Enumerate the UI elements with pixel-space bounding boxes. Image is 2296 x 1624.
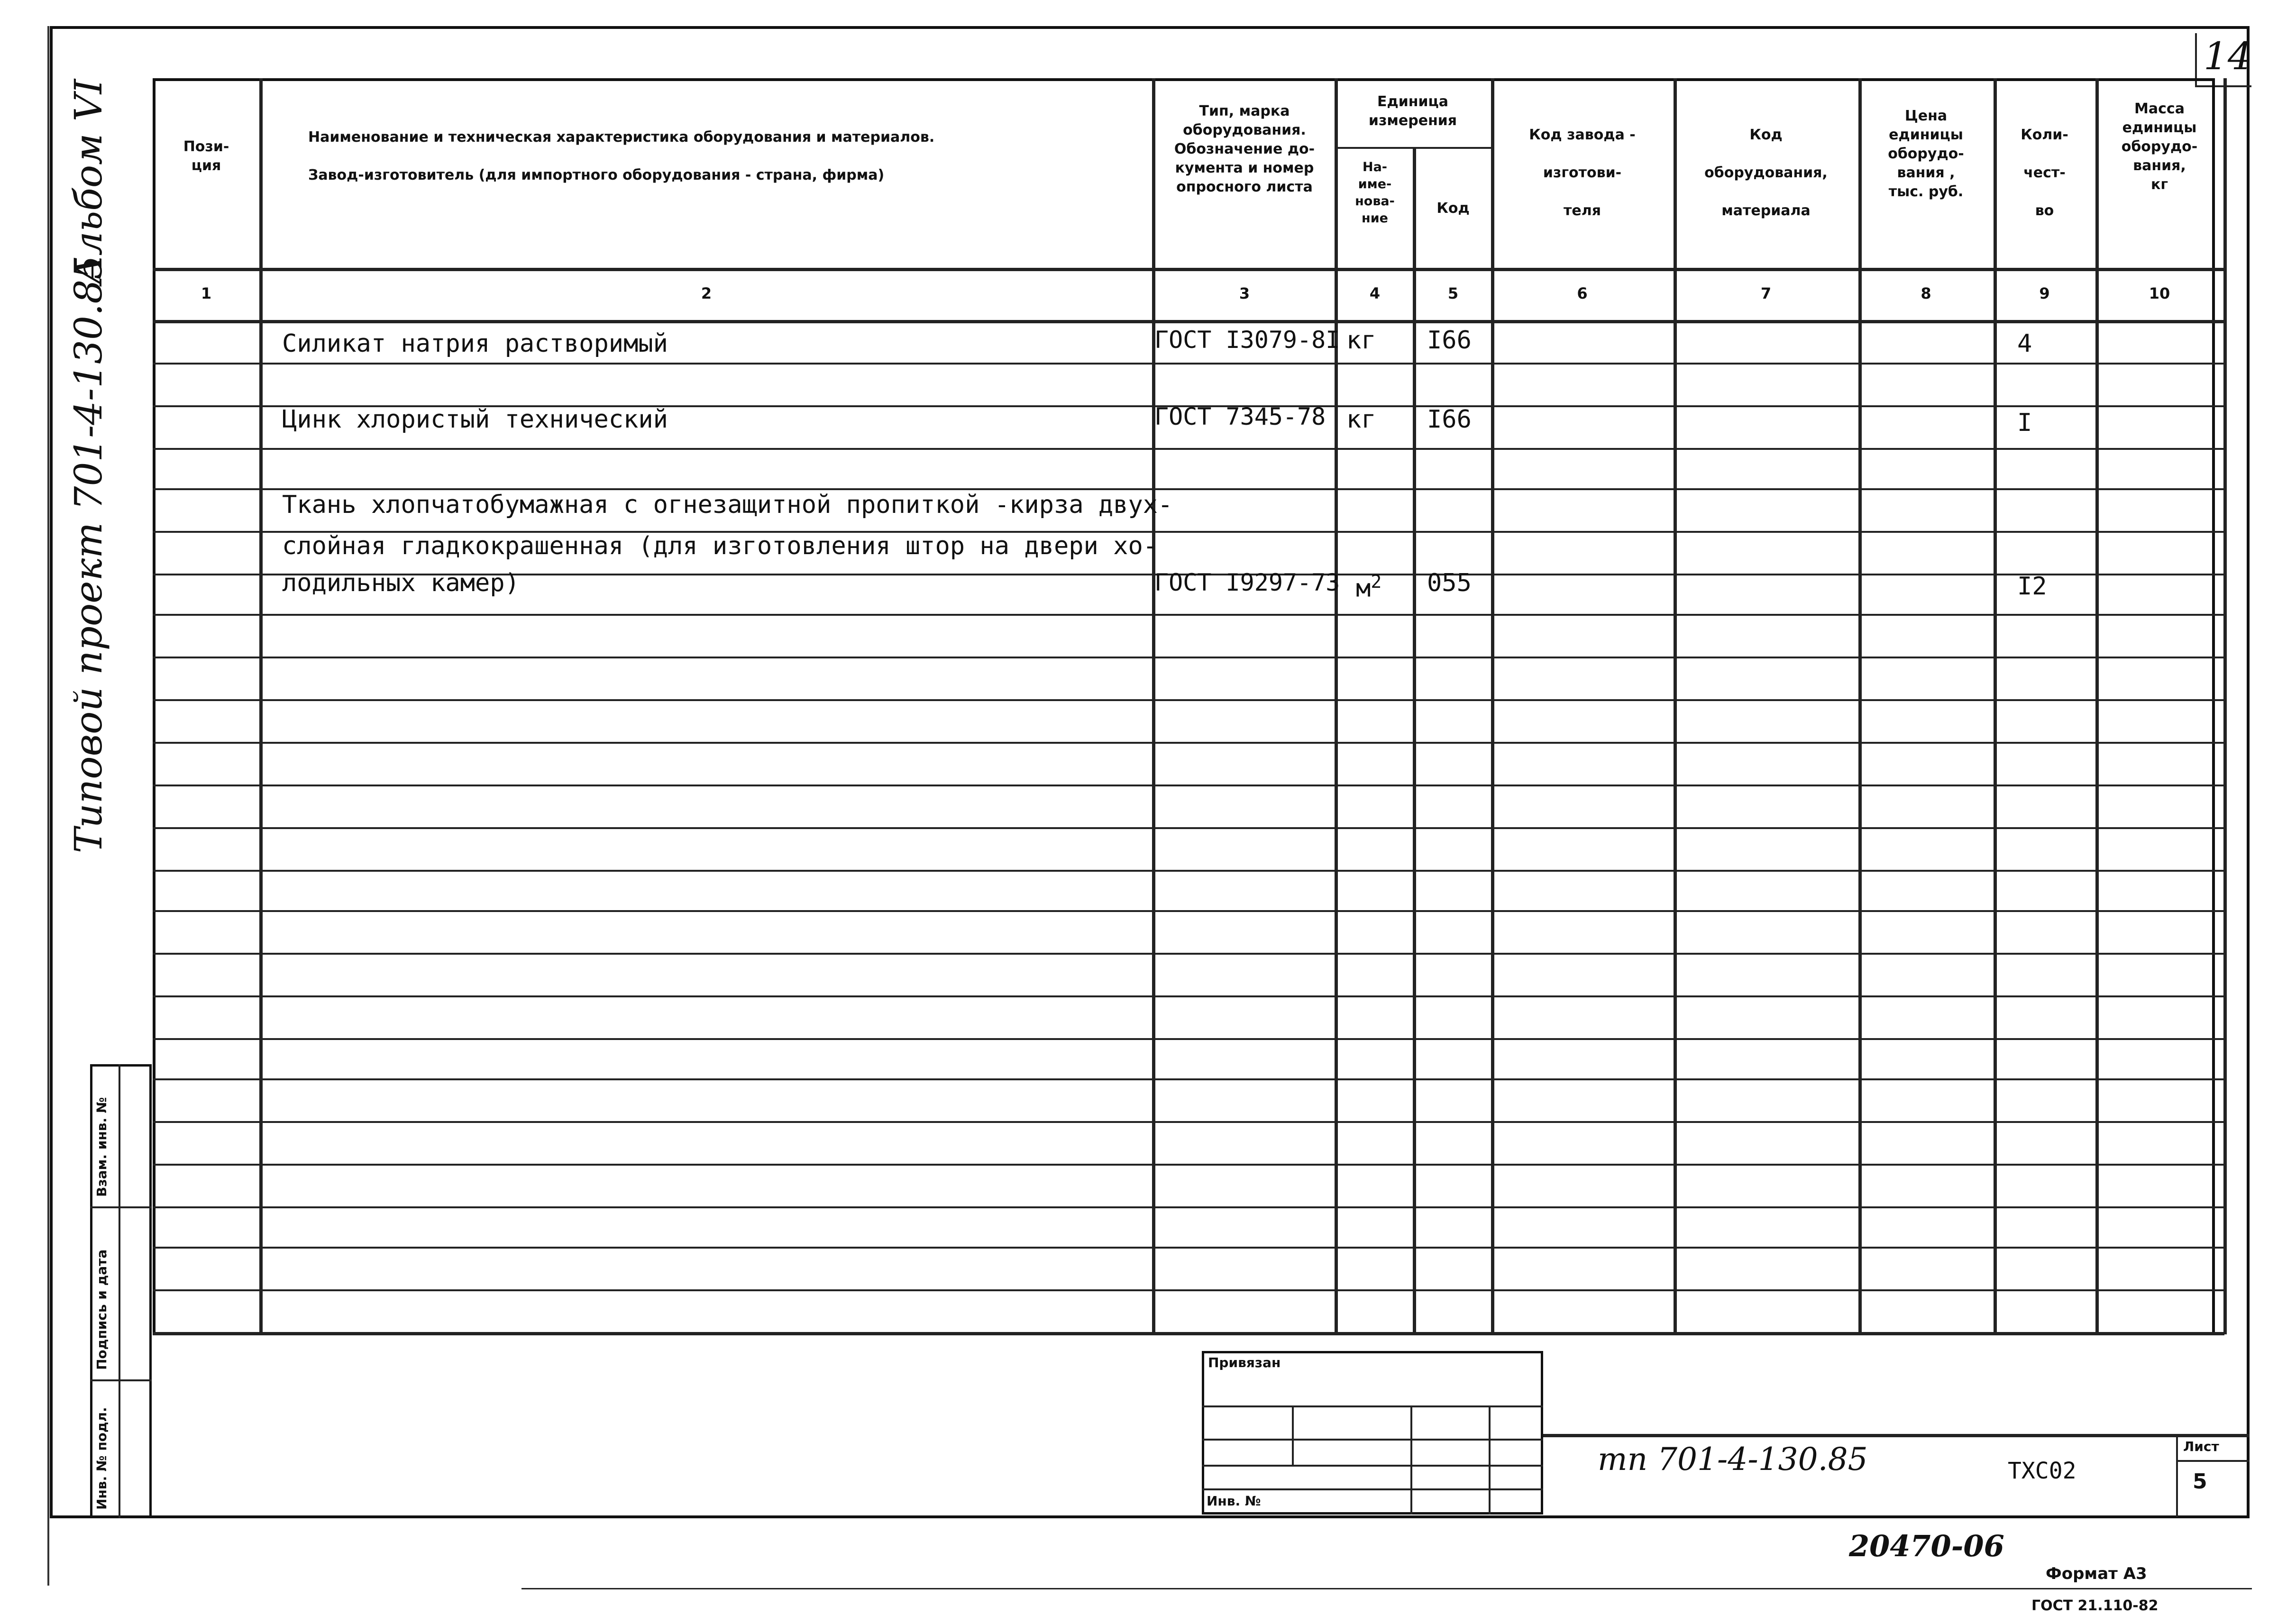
row-3-name-line-3: лодильных камер): [282, 569, 520, 597]
header-quantity: Коли- чест- во: [2021, 127, 2068, 219]
header-unit-group: Единица измерения: [1368, 93, 1457, 129]
header-factory-code: Код завода - изготови- теля: [1529, 127, 1636, 219]
row-line: [153, 488, 2224, 490]
col-line: [1152, 78, 1155, 1334]
binding-line: [1202, 1465, 1543, 1467]
binding-col: [1489, 1405, 1491, 1515]
album-label: Альбом VI: [66, 79, 110, 284]
gost-label: ГОСТ 21.110-82: [2031, 1597, 2159, 1614]
title-sheet-code: ТХС02: [2008, 1458, 2076, 1484]
title-doc-code: тп 701-4-130.85: [1598, 1441, 1868, 1478]
row-line: [153, 827, 2224, 829]
header-unit-price: Цена единицы оборудо- вания , тыс. руб.: [1888, 108, 1964, 200]
row-line: [153, 448, 2224, 450]
header-unit-code: Код: [1436, 200, 1470, 217]
col-line: [2223, 78, 2227, 1334]
table-bottom-line: [153, 1332, 2224, 1335]
format-label: Формат А3: [2046, 1564, 2147, 1583]
col-number-5: 5: [1447, 284, 1459, 302]
header-bottom-line: [153, 268, 2224, 271]
number-row-bottom-line: [153, 320, 2224, 323]
col-line: [1994, 78, 1997, 1334]
binding-col: [1410, 1405, 1412, 1515]
table-border: [153, 78, 2215, 1334]
spec-table: [153, 78, 2215, 1334]
header-equipment-code: Код оборудования, материала: [1704, 127, 1828, 219]
unit-subheader-line: [1335, 147, 1491, 149]
title-list-label: Лист: [2183, 1439, 2219, 1454]
header-unit-mass: Масса единицы оборудо- вания, кг: [2121, 100, 2198, 193]
page-edge-left: [47, 26, 49, 1586]
row-1-name: Силикат натрия растворимый: [282, 329, 668, 358]
col-line: [1674, 78, 1677, 1334]
col-number-4: 4: [1369, 284, 1381, 302]
row-2-name: Цинк хлористый технический: [282, 405, 668, 434]
row-3-qty: I2: [2017, 572, 2047, 601]
row-2-doc: ГОСТ 7345-78: [1154, 403, 1326, 430]
title-block-top: [1543, 1434, 2250, 1437]
row-line: [153, 995, 2224, 997]
row-line: [153, 910, 2224, 912]
corner-sheet-number: 14: [2204, 34, 2252, 78]
col-number-7: 7: [1760, 284, 1772, 302]
col-number-9: 9: [2039, 284, 2050, 302]
row-line: [153, 1038, 2224, 1040]
title-block-list-line: [2176, 1460, 2250, 1462]
row-2-unit: кг: [1346, 405, 1376, 434]
binding-line: [1202, 1488, 1543, 1490]
col-line: [259, 78, 263, 1334]
col-number-2: 2: [701, 284, 712, 302]
header-type-mark: Тип, марка оборудования. Обозначение до- кумента и номер опросного листа: [1174, 103, 1315, 195]
side-stamp-original-inv: Инв. № подл.: [94, 1407, 110, 1510]
header-unit-name: На- име- нова- ние: [1355, 160, 1395, 226]
bottom-rule: [521, 1588, 2252, 1589]
row-line: [153, 785, 2224, 786]
row-3-name-line-1: Ткань хлопчатобумажная с огнезащитной пропиткой -кирза двух-: [282, 491, 1173, 519]
row-2-code: I66: [1427, 405, 1472, 434]
row-line: [153, 363, 2224, 365]
col-number-8: 8: [1921, 284, 1931, 302]
side-stamp-divider: [90, 1379, 152, 1381]
col-line: [1858, 78, 1862, 1334]
row-3-name-line-2: слойная гладкокрашенная (для изготовления штор на двери хо-: [282, 532, 1158, 560]
row-2-qty: I: [2017, 409, 2032, 437]
col-line: [2095, 78, 2099, 1334]
col-number-1: 1: [201, 284, 212, 302]
row-3-code: 055: [1427, 569, 1472, 597]
col-number-6: 6: [1577, 284, 1588, 302]
row-3-doc: ГОСТ I9297-73: [1154, 569, 1340, 596]
row-line: [153, 1121, 2224, 1123]
row-1-unit: кг: [1346, 326, 1376, 355]
header-name: Наименование и техническая характеристика оборудования и материалов. Завод-изготовитель (для импортного оборудования - страна, фирма): [308, 129, 935, 183]
row-line: [153, 870, 2224, 872]
row-line: [153, 953, 2224, 955]
row-line: [153, 699, 2224, 701]
row-line: [153, 1164, 2224, 1166]
row-3-unit: $м^2$: [1356, 571, 1382, 603]
side-stamp-replacement-inv: Взам. инв. №: [94, 1097, 110, 1197]
row-line: [153, 657, 2224, 658]
binding-line: [1202, 1405, 1543, 1407]
side-stamp-signature-date: Подпись и дата: [94, 1249, 110, 1370]
project-label: Типовой проект 701-4-130.85: [66, 255, 110, 853]
row-line: [153, 614, 2224, 616]
title-list-value: 5: [2193, 1469, 2207, 1494]
col-number-3: 3: [1239, 284, 1250, 302]
col-line: [1335, 78, 1338, 1334]
row-line: [153, 1206, 2224, 1208]
col-number-10: 10: [2149, 284, 2170, 302]
row-line: [153, 742, 2224, 744]
row-1-doc: ГОСТ I3079-8I: [1154, 326, 1340, 354]
col-line: [1413, 147, 1416, 1334]
stamp-number: 20470-06: [1849, 1529, 2004, 1563]
binding-inv-label: Инв. №: [1207, 1493, 1261, 1509]
row-1-qty: 4: [2017, 329, 2032, 358]
col-line: [1491, 78, 1494, 1334]
row-1-code: I66: [1427, 326, 1472, 355]
side-stamp-inner: [119, 1064, 120, 1518]
header-position: Пози- ция: [183, 138, 229, 174]
binding-col: [1292, 1405, 1294, 1465]
row-line: [153, 1289, 2224, 1291]
row-line: [153, 1247, 2224, 1249]
side-stamp-divider: [90, 1206, 152, 1208]
binding-line: [1202, 1439, 1543, 1441]
binding-label: Привязан: [1208, 1355, 1281, 1370]
row-line: [153, 1078, 2224, 1080]
title-block-list-divider: [2176, 1434, 2178, 1517]
